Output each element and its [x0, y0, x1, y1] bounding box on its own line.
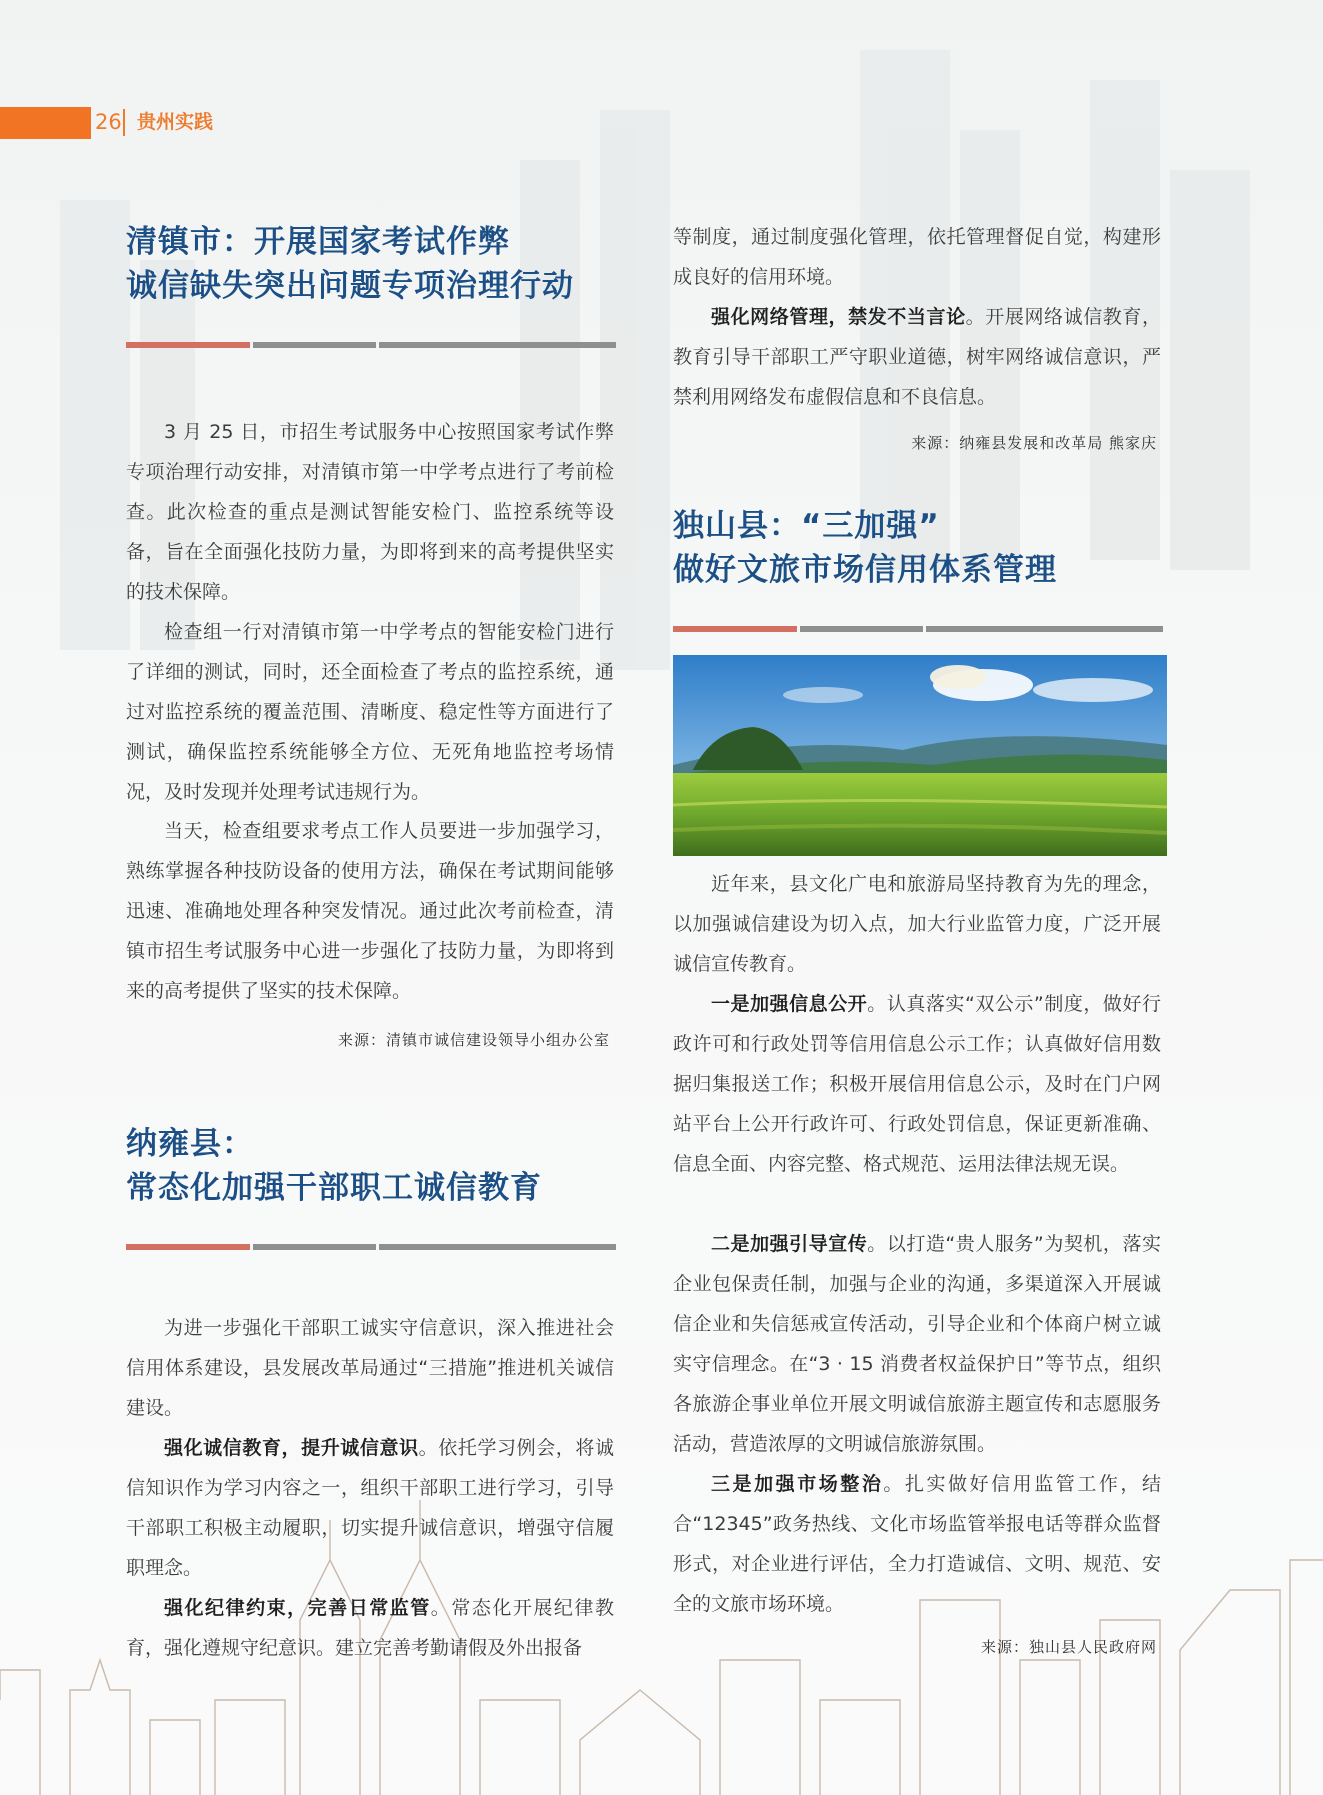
article2-paragraph-2-lead: 强化诚信教育，提升诚信意识: [164, 1437, 419, 1459]
article1-paragraph-2: 检查组一行对清镇市第一中学考点的智能安检门进行了详细的测试，同时，还全面检查了考点的监控系统，通过对监控系统的覆盖范围、清晰度、稳定性等方面进行了测试，确保监控系统能够全方位、无死角地监控考场情况，及时发现并处理考试违规行为。: [126, 621, 614, 803]
section-name: 贵州实践: [137, 111, 214, 133]
article2-paragraph-4-text: 。开展网络诚信教育，教育引导干部职工严守职业道德，树牢网络诚信意识，严禁利用网络发布虚假信息和不良信息。: [673, 306, 1161, 408]
landscape-photo: [673, 655, 1167, 856]
article2-title-rule: [126, 1244, 616, 1250]
article3-paragraph-2-text: 。认真落实“双公示”制度，做好行政许可和行政处罚等信用信息公示工作；认真做好信用数据归集报送工作；积极开展信用信息公示，及时在门户网站平台上公开行政许可、行政处罚信息，保证更新准确、信息全面、内容完整、格式规范、运用法律法规无误。: [673, 993, 1161, 1175]
article3-source: 来源：独山县人民政府网: [980, 1638, 1157, 1656]
article2-title-line1: 纳雍县：: [126, 1126, 254, 1162]
article2-title: [126, 1122, 542, 1210]
article1-paragraph-3: 当天，检查组要求考点工作人员要进一步加强学习，熟练掌握各种技防设备的使用方法，确保在考试期间能够迅速、准确地处理各种突发情况。通过此次考前检查，清镇市招生考试服务中心进一步强化了技防力量，为即将到来的高考提供了坚实的技术保障。: [126, 820, 614, 1002]
article3-paragraph-2-lead: 一是加强信息公开: [711, 993, 868, 1015]
article2-paragraph-3-text: 。常态化开展纪律教育，强化遵规守纪意识。建立完善考勤请假及外出报备: [126, 1597, 614, 1659]
article2-source: 来源：纳雍县发展和改革局 熊家庆: [911, 434, 1157, 452]
page-number: 26: [95, 110, 122, 134]
article2-paragraph-1: 为进一步强化干部职工诚实守信意识，深入推进社会信用体系建设，县发展改革局通过“三措施”推进机关诚信建设。: [126, 1317, 614, 1419]
article2-paragraph-3-continued: 等制度，通过制度强化管理，依托管理督促自觉，构建形成良好的信用环境。: [673, 226, 1161, 288]
header-accent-bar: [0, 107, 91, 139]
article3-paragraph-3-text: 。以打造“贵人服务”为契机，落实企业包保责任制，加强与企业的沟通，多渠道深入开展诚信企业和失信惩戒宣传活动，引导企业和个体商户树立诚实守信理念。在“3 · 15 消费者权益保护日”等节点，组织各旅游企事业单位开展文明诚信旅游主题宣传和志愿服务活动，营造浓厚的文明诚信旅游氛围。: [673, 1233, 1161, 1455]
article1-title-line2: 诚信缺失突出问题专项治理行动: [126, 268, 574, 304]
article3-paragraph-3-lead: 二是加强引导宣传: [711, 1233, 868, 1255]
article1-title-rule: [126, 342, 616, 348]
article1-paragraph-1: 3 月 25 日，市招生考试服务中心按照国家考试作弊专项治理行动安排，对清镇市第一中学考点进行了考前检查。此次检查的重点是测试智能安检门、监控系统等设备，旨在全面强化技防力量，为即将到来的高考提供坚实的技术保障。: [126, 421, 614, 603]
article1-source: 来源：清镇市诚信建设领导小组办公室: [337, 1031, 610, 1049]
article3-paragraph-1: 近年来，县文化广电和旅游局坚持教育为先的理念，以加强诚信建设为切入点，加大行业监管力度，广泛开展诚信宣传教育。: [673, 873, 1161, 975]
article3-title-line2: 做好文旅市场信用体系管理: [673, 552, 1057, 588]
article3-paragraph-2: [673, 984, 1161, 1184]
article3-paragraph-4-lead: 三是加强市场整治: [711, 1473, 884, 1495]
article2-paragraph-2-text: 。依托学习例会，将诚信知识作为学习内容之一，组织干部职工进行学习，引导干部职工积极主动履职，切实提升诚信意识，增强守信履职理念。: [126, 1437, 614, 1579]
article2-paragraph-3: [126, 1588, 614, 1668]
article3-title-line1: 独山县：“三加强”: [673, 508, 940, 544]
article1-title: [126, 220, 574, 308]
article3-title: [673, 504, 1057, 592]
article2-paragraph-4: [673, 297, 1161, 417]
header-divider: [123, 109, 125, 136]
article2-title-line2: 常态化加强干部职工诚信教育: [126, 1170, 542, 1206]
article2-paragraph-2: [126, 1428, 614, 1588]
article2-paragraph-4-lead: 强化网络管理，禁发不当言论: [711, 306, 966, 328]
article2-paragraph-3-lead: 强化纪律约束，完善日常监管: [164, 1597, 431, 1619]
article3-paragraph-4: [673, 1464, 1161, 1624]
article3-paragraph-4-text: 。扎实做好信用监管工作，结合“12345”政务热线、文化市场监管举报电话等群众监督形式，对企业进行评估，全力打造诚信、文明、规范、安全的文旅市场环境。: [673, 1473, 1161, 1615]
article1-title-line1: 清镇市：开展国家考试作弊: [126, 224, 510, 260]
article3-title-rule: [673, 626, 1163, 632]
article3-paragraph-3: [673, 1224, 1161, 1464]
